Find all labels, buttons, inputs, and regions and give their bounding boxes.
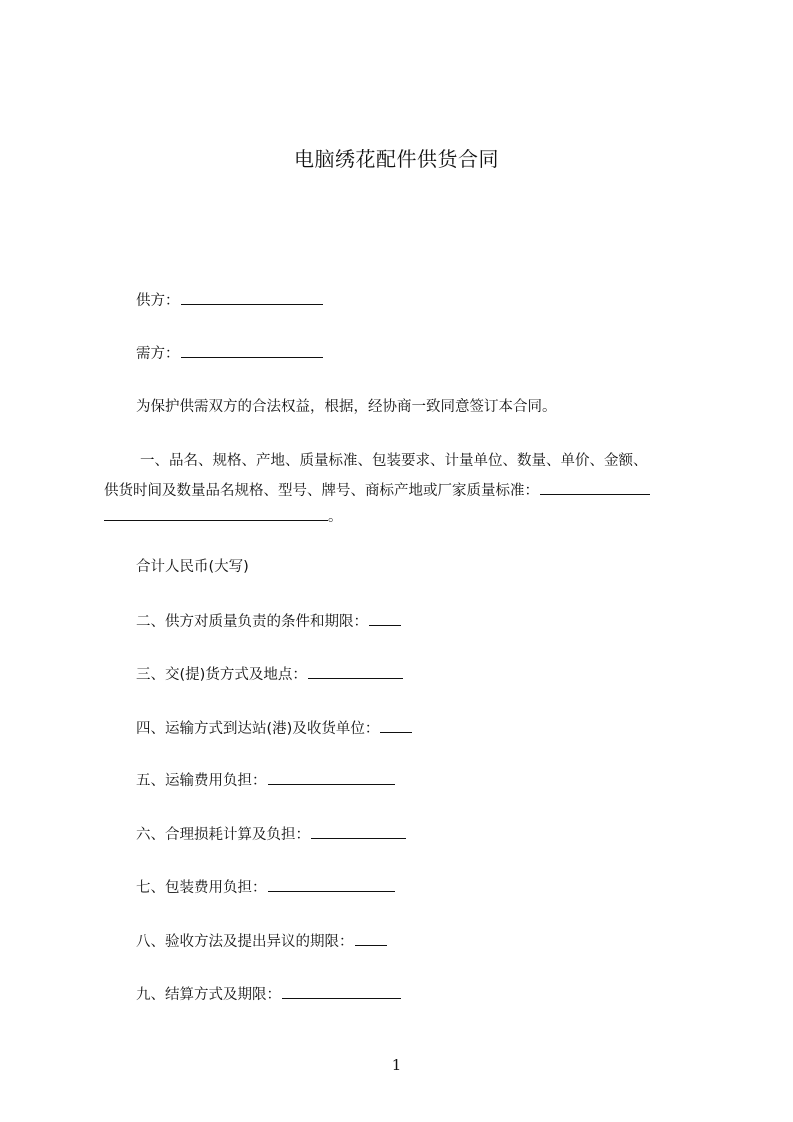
document-title: 电脑绣花配件供货合同 bbox=[294, 147, 499, 171]
clause1-line1: 一、品名、规格、产地、质量标准、包装要求、计量单位、数量、单价、金额、 bbox=[140, 453, 648, 469]
clause9-blank[interactable] bbox=[282, 984, 401, 999]
clause2-blank[interactable] bbox=[369, 611, 401, 626]
clause3-text: 三、交(提)货方式及地点： bbox=[136, 667, 307, 683]
clause5-line bbox=[136, 770, 395, 791]
clause4-text: 四、运输方式到达站(港)及收货单位： bbox=[136, 721, 380, 737]
clause8-blank[interactable] bbox=[355, 931, 387, 946]
clause2-line bbox=[136, 611, 401, 632]
clause9-line bbox=[136, 984, 401, 1005]
quality-standard-blank-cont[interactable] bbox=[104, 506, 328, 521]
clause5-text: 五、运输费用负担： bbox=[136, 773, 267, 789]
clause8-line bbox=[136, 931, 387, 952]
clause6-text: 六、合理损耗计算及负担： bbox=[136, 827, 310, 843]
clause8-text: 八、验收方法及提出异议的期限： bbox=[136, 934, 354, 950]
clause1-line3 bbox=[104, 506, 343, 527]
buyer-blank[interactable] bbox=[181, 343, 323, 358]
buyer-line bbox=[136, 343, 323, 364]
clause9-text: 九、结算方式及期限： bbox=[136, 987, 281, 1003]
clause5-blank[interactable] bbox=[268, 770, 395, 785]
quality-standard-blank[interactable] bbox=[540, 480, 650, 495]
preamble-text: 为保护供需双方的合法权益，根据，经协商一致同意签订本合同。 bbox=[136, 399, 557, 415]
clause2-text: 二、供方对质量负责的条件和期限： bbox=[136, 614, 368, 630]
clause7-blank[interactable] bbox=[268, 877, 395, 892]
page-number: 1 bbox=[391, 1056, 402, 1074]
supplier-blank[interactable] bbox=[181, 290, 323, 305]
supplier-label: 供方： bbox=[136, 293, 180, 309]
clause7-line bbox=[136, 877, 395, 898]
clause6-blank[interactable] bbox=[311, 824, 406, 839]
buyer-label: 需方： bbox=[136, 346, 180, 362]
clause4-blank[interactable] bbox=[380, 718, 412, 733]
clause4-line bbox=[136, 718, 412, 739]
clause3-line bbox=[136, 664, 403, 685]
total-amount-label: 合计人民币(大写) bbox=[136, 559, 249, 575]
clause1-line2-text: 供货时间及数量品名规格、型号、牌号、商标产地或厂家质量标准： bbox=[104, 483, 539, 499]
clause6-line bbox=[136, 824, 406, 845]
clause3-blank[interactable] bbox=[308, 664, 403, 679]
clause1-end: 。 bbox=[328, 509, 343, 525]
clause1-line2 bbox=[104, 480, 650, 501]
supplier-line bbox=[136, 290, 323, 311]
clause7-text: 七、包装费用负担： bbox=[136, 880, 267, 896]
